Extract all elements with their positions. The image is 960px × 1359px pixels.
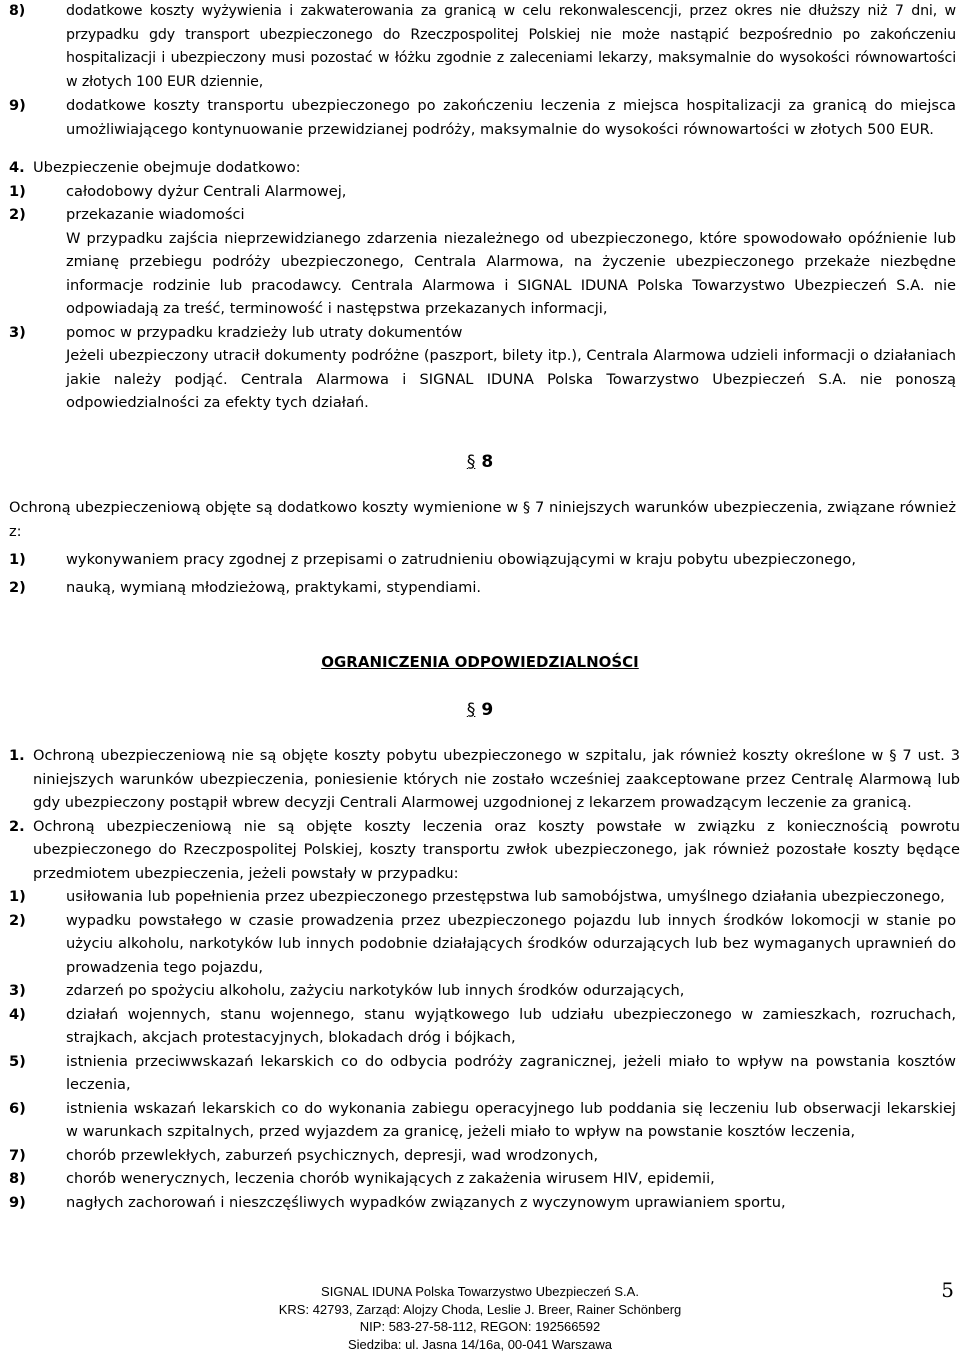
list-item [0,548,960,572]
item-number: 9) [9,1193,26,1211]
block-continuation [0,0,960,141]
item-text: Jeżeli ubezpieczony utracił dokumenty podróżne (paszport, bilety itp.), Centrala Alarmowa udzieli informacji o działaniach jakie należy podjąć. Centrala Alarmowa i SIGNAL IDUNA Polska Towarzystwo Ubezpieczeń S.A. nie ponoszą odpowiedzialności za efekty tych działań. [66,347,956,411]
item-paragraph [0,344,960,415]
item-text: przekazanie wiadomości [66,206,245,223]
item-number: 3) [9,323,26,341]
item-paragraph [0,227,960,321]
item-text: istnienia wskazań lekarskich co do wykonania zabiegu operacyjnego lub poddania się leczeniu lub obserwacji lekarskiej w warunkach szpitalnych, przed wyjazdem za granicę, jeżeli miało to wpływ na powstanie kosztów leczenia, [66,1099,956,1140]
limitations-heading: OGRANICZENIA ODPOWIEDZIALNOŚCI [321,653,639,671]
list-item [0,1050,960,1097]
item-number: 4) [9,1005,26,1023]
list-item [0,321,960,345]
item-text: dodatkowe koszty transportu ubezpieczonego po zakończeniu leczenia z miejsca hospitalizacji za granicą do miejsca umożliwiającego kontynuowanie przewidzianej podróży, maksymalnie do wysokości równowartości w złotych 500 EUR. [66,97,956,138]
list-item [0,1167,960,1191]
point-4 [0,156,960,415]
footer-registry: KRS: 42793, Zarząd: Alojzy Choda, Leslie J. Breer, Rainer Schönberg [278,1301,682,1317]
point-number: 2. [9,817,25,835]
list-item [0,1144,960,1168]
section-9-heading [0,700,960,720]
section-8-heading [0,452,960,472]
item-text: usiłowania lub popełnienia przez ubezpieczonego przestępstwa lub samobójstwa, umyślnego działania ubezpieczonego, [66,888,945,905]
point-number: 1. [9,747,25,764]
item-text: działań wojennych, stanu wojennego, stanu wyjątkowego lub udziału ubezpieczonego w zamieszkach, rozruchach, strajkach, akcjach protestacyjnych, blokadach dróg i bójkach, [66,1005,956,1046]
item-text: istnienia przeciwwskazań lekarskich co do odbycia podróży zagranicznej, jeżeli miało to wpływ na powstania kosztów leczenia, [66,1052,956,1093]
list-item [0,1191,960,1215]
list-item [0,979,960,1003]
section-number: 8 [481,452,494,472]
point-4-intro [0,156,960,180]
list-item [0,1097,960,1144]
section-symbol: § [466,700,476,720]
item-text: nagłych zachorowań i nieszczęśliwych wypadków związanych z wyczynowym uprawianiem sportu, [66,1193,786,1211]
item-text: całodobowy dyżur Centrali Alarmowej, [66,182,347,200]
item-text: chorób wenerycznych, leczenia chorób wynikających z zakażenia wirusem HIV, epidemii, [66,1170,715,1187]
item-number: 1) [9,888,26,905]
point-text: Ochroną ubezpieczeniową nie są objęte koszty pobytu ubezpieczonego w szpitalu, jak również koszty określone w § 7 ust. 3 niniejszych warunków ubezpieczenia, poniesienie których nie zostało wcześniej zaakceptowane przez Centralę Alarmową lub gdy ubezpieczony postąpił wbrew decyzji Centrali Alarmowej uzgodnionej z lekarzem prowadzącym leczenie za granicą. [33,747,960,811]
list-item [0,203,960,227]
list-item [0,576,960,600]
item-number: 2) [9,578,26,596]
list-item [0,94,960,141]
section-9-body [0,744,960,1214]
footer-tax-ids: NIP: 583-27-58-112, REGON: 192566592 [359,1319,601,1334]
list-item [0,885,960,909]
item-text: W przypadku zajścia nieprzewidzianego zdarzenia niezależnego od ubezpieczonego, które spowodowało opóźnienie lub zmianę przebiegu podróży ubezpieczonego, Centrala Alarmowa, na życzenie ubezpieczonego przekaże niezbędne informacje rodzinie lub pracodawcy. Centrala Alarmowa i SIGNAL IDUNA Polska Towarzystwo Ubezpieczeń S.A. nie odpowiadają za treść, terminowość i następstwa przekazanych informacji, [66,229,956,317]
page-number: 5 [941,1278,954,1302]
item-number: 6) [9,1099,26,1117]
item-text: zdarzeń po spożyciu alkoholu, zażyciu narkotyków lub innych środków odurzających, [66,982,685,999]
item-text: dodatkowe koszty wyżywienia i zakwaterowania za granicą w celu rekonwalescencji, przez okres nie dłuższy niż 7 dni, w przypadku gdy transport ubezpieczonego do Rzeczpospolitej Polskiej nie może nastąpić bezpośrednio po zakończeniu hospitalizacji i ubezpieczony musi pozostać w łóżku zgodnie z zaleceniami lekarzy, maksymalnie do wysokości równowartości w złotych 100 EUR dziennie, [66,3,956,90]
item-number: 8) [9,3,26,19]
point-number: 4. [9,159,25,176]
list-item [0,0,960,94]
item-number: 7) [9,1146,26,1164]
section-9-point-1 [0,744,960,815]
item-number: 2) [9,911,26,929]
section-8-body [0,496,960,599]
item-number: 9) [9,97,26,114]
footer-address: Siedziba: ul. Jasna 14/16a, 00-041 Warszawa [347,1336,612,1352]
list-item [0,1003,960,1050]
section-8-intro: Ochroną ubezpieczeniową objęte są dodatkowo koszty wymienione w § 7 niniejszych warunków ubezpieczenia, związane również z: [9,499,956,540]
section-number: 9 [481,700,494,720]
item-number: 3) [9,982,26,999]
page-footer [0,1283,960,1353]
item-number: 1) [9,182,26,200]
point-text: Ochroną ubezpieczeniową nie są objęte koszty leczenia oraz koszty powstałe w związku z koniecznością powrotu ubezpieczonego do Rzeczpospolitej Polskiej, koszty transportu zwłok ubezpieczonego, jak również pozostałe koszty będące przedmiotem ubezpieczenia, jeżeli powstały w przypadku: [33,817,960,882]
item-number: 1) [9,551,26,568]
list-item [0,180,960,204]
item-text: wypadku powstałego w czasie prowadzenia przez ubezpieczonego pojazdu lub innych środków lokomocji w stanie po użyciu alkoholu, narkotyków lub innych podobnie działających środków odurzających lub bez wymaganych uprawnień do prowadzenia tego pojazdu, [66,911,956,976]
list-item [0,909,960,980]
item-text: nauką, wymianą młodzieżową, praktykami, stypendiami. [66,578,482,596]
footer-company: SIGNAL IDUNA Polska Towarzystwo Ubezpieczeń S.A. [321,1284,639,1299]
item-text: pomoc w przypadku kradzieży lub utraty dokumentów [66,323,463,341]
section-9-point-2 [0,815,960,886]
item-text: wykonywaniem pracy zgodnej z przepisami o zatrudnieniu obowiązującymi w kraju pobytu ubezpieczonego, [66,551,857,568]
item-number: 8) [9,1170,26,1187]
item-text: chorób przewlekłych, zaburzeń psychicznych, depresji, wad wrodzonych, [66,1146,599,1164]
point-text: Ubezpieczenie obejmuje dodatkowo: [33,159,301,176]
item-number: 2) [9,206,26,223]
item-number: 5) [9,1052,26,1070]
section-symbol: § [466,452,476,472]
